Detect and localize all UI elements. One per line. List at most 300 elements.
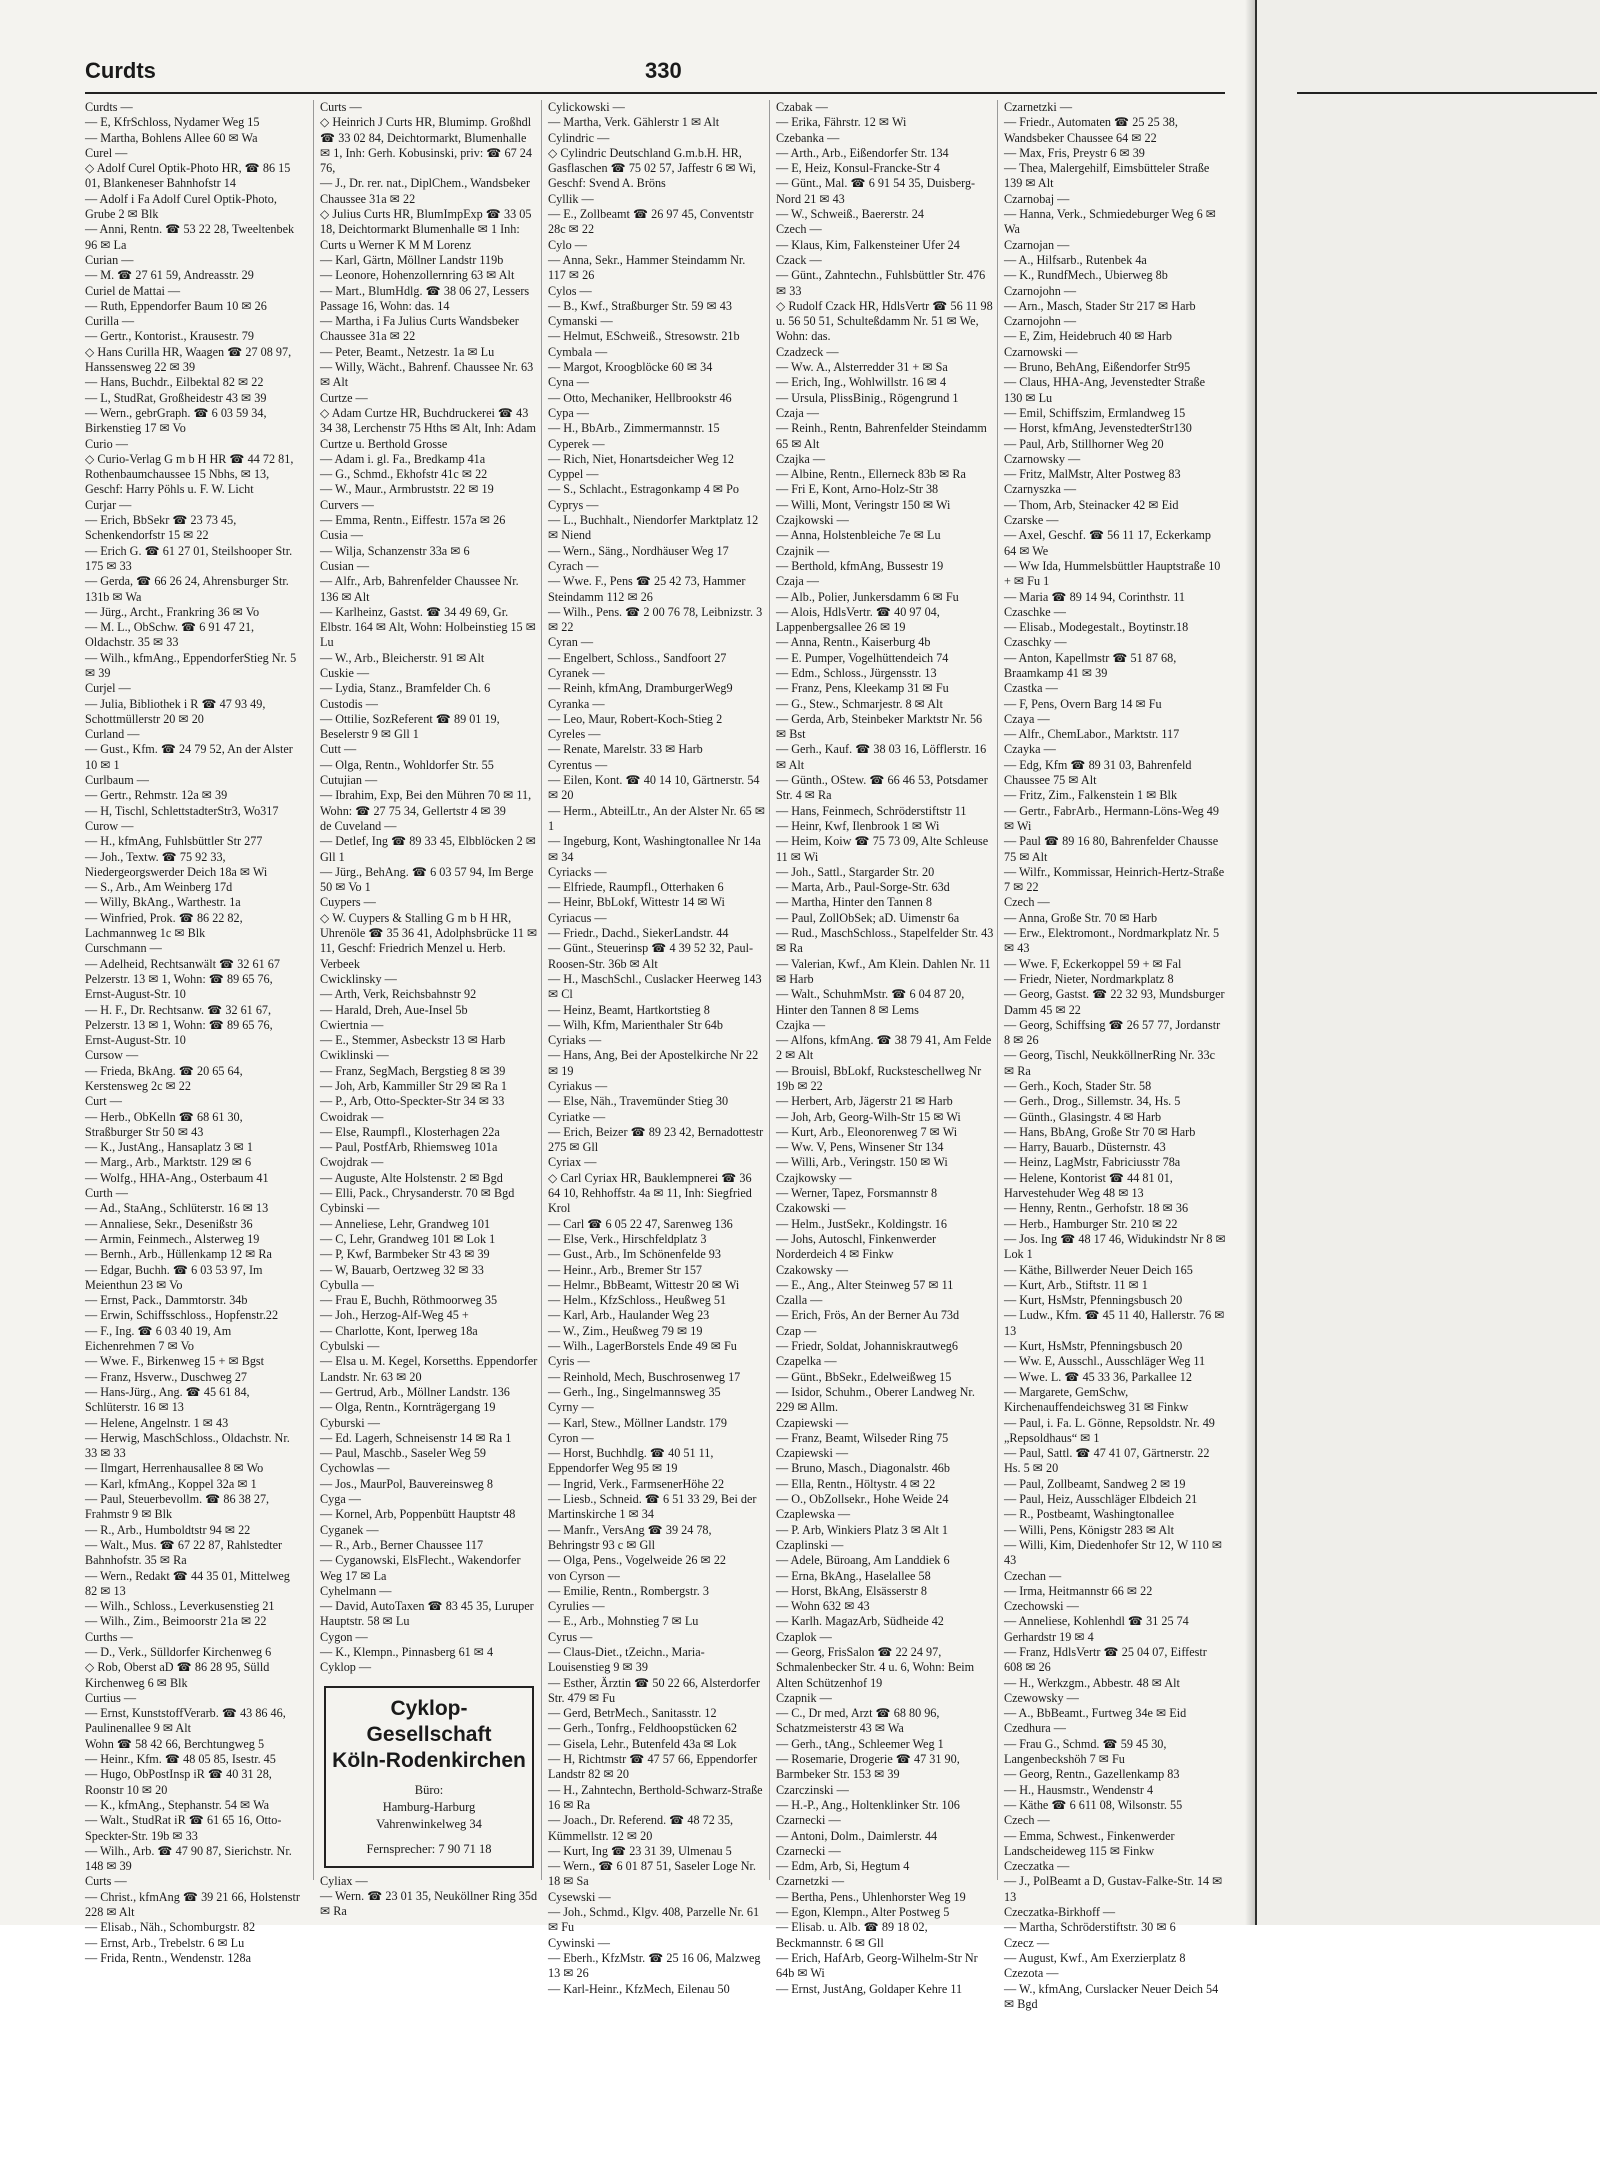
directory-entry: — Erna, BkAng., Haselallee 58	[776, 1568, 931, 1583]
directory-entry: — Karl, kfmAng., Koppel 32a ✉ 1	[85, 1476, 257, 1491]
directory-entry: — Ww. A., Alsterredder 31 + ✉ Sa	[776, 360, 948, 375]
surname-heading: Cwoidrak —	[320, 1109, 384, 1124]
directory-entry: — Ww. E, Ausschl., Ausschläger Weg 11	[1004, 1354, 1206, 1369]
directory-entry: — Walt., SchuhmMstr. ☎ 6 04 87 20, Hinter den Tannen 8 ✉ Lems	[776, 987, 965, 1017]
directory-entry: — Paul, Sattl. ☎ 47 41 07, Gärtnerstr. 22 Hs. 5 ✉ 20	[1004, 1446, 1210, 1476]
directory-entry: — Erich, HafArb, Georg-Wilhelm-Str Nr 64b ✉ Wi	[776, 1950, 978, 1981]
directory-entry: — Edm, Arb, Si, Hegtum 4	[776, 1859, 910, 1874]
directory-entry: — Alfr., ChemLabor., Marktstr. 117	[1004, 727, 1180, 742]
surname-heading: Cyriatke —	[548, 1109, 606, 1124]
directory-columns	[85, 100, 1226, 2011]
facing-page-rule	[1297, 92, 1597, 94]
surname-heading: Cyga —	[320, 1492, 361, 1507]
directory-entry: — Gerh., tAng., Schleemer Weg 1	[776, 1736, 944, 1751]
surname-heading: Czech —	[1004, 895, 1050, 910]
surname-heading: Cyriacks —	[548, 864, 607, 879]
column-1	[85, 100, 303, 1965]
ad-address-line-1: Hamburg-Harburg	[382, 1799, 476, 1814]
surname-heading: Cyllik —	[548, 191, 594, 206]
directory-entry: — Georg, FrisSalon ☎ 22 24 97, Schmalenbecker Str. 4 u. 6, Wohn: Beim Alten Schützenhof 19	[776, 1644, 975, 1690]
directory-entry: — Emma, Rentn., Eiffestr. 157a ✉ 26	[320, 513, 506, 528]
surname-heading: Czecz —	[1004, 1935, 1050, 1950]
surname-heading: Curjar —	[85, 497, 132, 512]
directory-entry: — Leo, Maur, Robert-Koch-Stieg 2	[548, 711, 723, 726]
directory-entry: — Harry, Bauarb., Düsternstr. 43	[1004, 1140, 1166, 1155]
surname-heading: Cylindric —	[548, 130, 610, 145]
directory-entry: — Erich, Frös, An der Berner Au 73d	[776, 1308, 960, 1323]
directory-entry: — Elisab., Modegestalt., Boytinstr.18	[1004, 620, 1189, 635]
directory-entry: — Gust., Kfm. ☎ 24 79 52, An der Alster 10 ✉ 1	[85, 742, 293, 772]
surname-heading: Curjel —	[85, 681, 131, 696]
directory-entry: — Friedr, Nieter, Nordmarkplatz 8	[1004, 971, 1174, 986]
directory-entry: — Egon, Klempn., Alter Postweg 5	[776, 1905, 950, 1920]
surname-heading: Czarnyszka —	[1004, 482, 1077, 497]
directory-entry: — Joach., Dr. Referend. ☎ 48 72 35, Kümmellstr. 12 ✉ 20	[548, 1813, 734, 1843]
surname-heading: Czaschky —	[1004, 635, 1067, 650]
directory-entry: — Joh., Schmd., Klgv. 408, Parzelle Nr. 61 ✉ Fu	[548, 1905, 760, 1935]
directory-entry: — Adolf i Fa Adolf Curel Optik-Photo, Grube 2 ✉ Blk	[85, 191, 277, 222]
directory-entry: — Arth., Arb., Eißendorfer Str. 134	[776, 145, 949, 160]
directory-entry: — Heinr., Kfm. ☎ 48 05 85, Isestr. 45	[85, 1752, 276, 1767]
directory-entry: — Friedr., Dachd., SiekerLandstr. 44	[548, 926, 729, 941]
surname-heading: Czarnojohn —	[1004, 283, 1077, 298]
directory-entry: — K., JustAng., Hansaplatz 3 ✉ 1	[85, 1140, 253, 1155]
directory-entry: — Günt., Mal. ☎ 6 91 54 35, Duisberg-Nord 21 ✉ 43	[776, 176, 976, 206]
directory-entry: — Jürg., BehAng. ☎ 6 03 57 94, Im Berge 50 ✉ Vo 1	[320, 864, 534, 895]
directory-entry: — Wilh, Kfm, Marienthaler Str 64b	[548, 1017, 723, 1032]
column-3	[541, 100, 766, 1996]
directory-entry: — E, Zim, Heidebruch 40 ✉ Harb	[1004, 329, 1172, 344]
directory-entry: — Helmut, ESchweiß., Stresowstr. 21b	[548, 329, 740, 344]
directory-entry: — Joh, Arb, Georg-Wilh-Str 15 ✉ Wi	[776, 1109, 961, 1124]
surname-heading: Czarnowski —	[1004, 344, 1078, 359]
directory-entry: — Elisab. u. Alb. ☎ 89 18 02, Beckmannstr. 6 ✉ Gll	[776, 1920, 928, 1950]
directory-entry: — H, Richtmstr ☎ 47 57 66, Eppendorfer Landstr 82 ✉ 20	[548, 1752, 758, 1782]
surname-heading: Czapelka —	[776, 1354, 837, 1369]
directory-entry: — Valerian, Kwf., Am Klein. Dahlen Nr. 11 ✉ Harb	[776, 956, 991, 986]
directory-entry: — E, KfrSchloss, Nydamer Weg 15	[85, 115, 260, 130]
directory-entry: — Frieda, BkAng. ☎ 20 65 64, Kerstensweg 2c ✉ 22	[85, 1063, 243, 1093]
directory-entry: — David, AutoTaxen ☎ 83 45 35, Luruper Hauptstr. 58 ✉ Lu	[320, 1599, 534, 1629]
directory-entry: — Horst, Buchhdlg. ☎ 40 51 11, Eppendorfer Weg 95 ✉ 19	[548, 1446, 714, 1476]
directory-entry: — Adele, Büroang, Am Landdiek 6	[776, 1553, 950, 1568]
directory-entry: — Wern., Redakt ☎ 44 35 01, Mittelweg 82 ✉ 13	[85, 1568, 290, 1598]
directory-entry: — Herwig, MaschSchloss., Oldachstr. Nr. 33 ✉ 33	[85, 1430, 290, 1461]
directory-entry: — Karlheinz, Gastst. ☎ 34 49 69, Gr. Elbstr. 164 ✉ Alt, Wohn: Holbeinstieg 15 ✉ Lu	[320, 604, 536, 650]
directory-entry: — Margot, Kroogblöcke 60 ✉ 34	[548, 360, 713, 375]
directory-entry: — Hans, Buchdr., Eilbektal 82 ✉ 22	[85, 375, 264, 390]
directory-entry: — Rud., MaschSchloss., Stapelfelder Str. 43 ✉ Ra	[776, 926, 994, 956]
surname-heading: Czechowski —	[1004, 1599, 1079, 1614]
surname-heading: Czech —	[1004, 1813, 1050, 1828]
directory-entry: — Willi, Mont, Veringstr 150 ✉ Wi	[776, 497, 951, 512]
directory-entry: — Kurt, Arb., Stiftstr. 11 ✉ 1	[1004, 1277, 1148, 1292]
surname-heading: Czapiewski —	[776, 1446, 849, 1461]
directory-entry: — L, StudRat, Großheidestr 43 ✉ 39	[85, 390, 267, 405]
directory-entry: — Ella, Rentn., Höltystr. 4 ✉ 22	[776, 1476, 936, 1491]
surname-heading: Czajkowski —	[776, 513, 849, 528]
directory-entry: — Wilja, Schanzenstr 33a ✉ 6	[320, 543, 470, 558]
directory-entry: — Wolfg., HHA-Ang., Osterbaum 41	[85, 1170, 269, 1185]
surname-heading: Cusia —	[320, 528, 363, 543]
directory-entry: — Herb., Hamburger Str. 210 ✉ 22	[1004, 1216, 1178, 1231]
directory-entry: — Irma, Heitmannstr 66 ✉ 22	[1004, 1583, 1153, 1598]
directory-entry: — Wilh., kfmAng., EppendorferStieg Nr. 5 ✉ 39	[85, 650, 297, 680]
directory-entry: — Bruno, Masch., Diagonalstr. 46b	[776, 1461, 950, 1476]
directory-entry: — Reinhold, Mech, Buschrosenweg 17	[548, 1369, 741, 1384]
surname-heading: Cyriacus —	[548, 910, 607, 925]
directory-entry: — G., Schmd., Ekhofstr 41c ✉ 22	[320, 467, 488, 482]
directory-entry: — D., Verk., Sülldorfer Kirchenweg 6	[85, 1644, 272, 1659]
directory-entry: — Paul, Heiz, Ausschläger Elbdeich 21	[1004, 1492, 1198, 1507]
directory-entry: — Jos., MaurPol, Bauvereinsweg 8	[320, 1476, 493, 1491]
directory-entry: — Wilh., Pens. ☎ 2 00 76 78, Leibnizstr. 3 ✉ 22	[548, 604, 763, 635]
directory-entry: — Anton, Kapellmstr ☎ 51 87 68, Braamkamp 41 ✉ 39	[1004, 650, 1177, 680]
ad-office-label: Büro:	[414, 1782, 444, 1797]
directory-entry: — Karl-Heinr., KfzMech, Eilenau 50	[548, 1981, 730, 1996]
ad-spacer	[332, 1774, 526, 1782]
surname-heading: Cutt —	[320, 742, 357, 757]
directory-entry: — L., Buchhalt., Niendorfer Marktplatz 12 ✉ Niend	[548, 513, 759, 543]
directory-entry: — Ingrid, Verk., FarmsenerHöhe 22	[548, 1476, 725, 1491]
directory-entry: — Wohn 632 ✉ 43	[776, 1599, 870, 1614]
directory-entry: — F, Pens, Overn Barg 14 ✉ Fu	[1004, 696, 1162, 711]
directory-entry: — Arth, Verk, Reichsbahnstr 92	[320, 987, 477, 1002]
surname-heading: Curtius —	[85, 1690, 137, 1705]
column-2	[313, 100, 538, 1919]
directory-entry: — M. L., ObSchw. ☎ 6 91 47 21, Oldachstr. 35 ✉ 33	[85, 620, 255, 650]
surname-heading: Czarnetzki —	[1004, 100, 1073, 114]
directory-entry: — Fritz, Zim., Falkenstein 1 ✉ Blk	[1004, 788, 1178, 803]
directory-entry: — Heinz, LagMstr, Fabriciusstr 78a	[1004, 1155, 1181, 1170]
surname-heading: Czayka —	[1004, 742, 1056, 757]
directory-entry: — Elisab., Näh., Schomburgstr. 82	[85, 1920, 256, 1935]
directory-entry: — Kurt, Arb., Eleonorenweg 7 ✉ Wi	[776, 1124, 958, 1139]
directory-entry: — Rosemarie, Drogerie ☎ 47 31 90, Barmbeker Str. 153 ✉ 39	[776, 1752, 960, 1782]
directory-entry: — Gertr., FabrArb., Hermann-Löns-Weg 49 ✉ Wi	[1004, 803, 1219, 833]
surname-heading: Cyron —	[548, 1430, 594, 1445]
surname-heading: Czapnik —	[776, 1690, 832, 1705]
directory-entry: — K., Klempn., Pinnasberg 61 ✉ 4	[320, 1644, 494, 1659]
surname-heading: Cyreles —	[548, 727, 601, 742]
directory-entry: — Ad., StaAng., Schlüterstr. 16 ✉ 13	[85, 1201, 269, 1216]
directory-entry: — Martha, Hinter den Tannen 8	[776, 895, 932, 910]
surname-heading: Curow —	[85, 818, 134, 833]
directory-entry: — Anneliese, Kohlenhdl ☎ 31 25 74 Gerhardstr 19 ✉ 4	[1004, 1614, 1189, 1644]
directory-entry: — P, Kwf, Barmbeker Str 43 ✉ 39	[320, 1247, 490, 1262]
directory-entry: — R., Postbeamt, Washingtonallee	[1004, 1507, 1175, 1522]
directory-entry: ◇ Rudolf Czack HR, HdlsVertr ☎ 56 11 98 u. 56 50 51, Schulteßdamm Nr. 51 ✉ We, Wohn: das.	[776, 298, 993, 344]
directory-entry: — Ottilie, SozReferent ☎ 89 01 19, Beselerstr 9 ✉ Gll 1	[320, 711, 500, 742]
surname-heading: Cyrus —	[548, 1629, 593, 1644]
directory-entry: — Helm., KfzSchloss., Heußweg 51	[548, 1293, 727, 1308]
surname-heading: Curiel de Mattai —	[85, 283, 181, 298]
surname-heading: Czebanka —	[776, 130, 840, 145]
surname-heading: Czarnojan —	[1004, 237, 1070, 252]
directory-entry: — Emil, Schiffszim, Ermlandweg 15	[1004, 405, 1186, 420]
directory-entry: — Herm., AbteilLtr., An der Alster Nr. 65 ✉ 1	[548, 803, 766, 833]
directory-entry: — Helene, Angelnstr. 1 ✉ 43	[85, 1415, 229, 1430]
directory-entry: — Helene, Kontorist ☎ 44 81 01, Harvestehuder Weg 48 ✉ 13	[1004, 1170, 1173, 1201]
directory-entry: — Wern. ☎ 23 01 35, Neuköllner Ring 35d ✉ Ra	[320, 1888, 538, 1919]
surname-heading: Czakowski —	[776, 1201, 846, 1216]
directory-entry: — Friedr, Soldat, Johanniskrautweg6	[776, 1339, 958, 1354]
directory-entry: — Henny, Rentn., Gerhofstr. 18 ✉ 36	[1004, 1201, 1189, 1216]
directory-entry: — Herbert, Arb, Jägerstr 21 ✉ Harb	[776, 1094, 953, 1109]
directory-entry: — Wern., ☎ 6 01 87 51, Saseler Loge Nr. 18 ✉ Sa	[548, 1859, 756, 1889]
directory-entry: — W., Schweiß., Baererstr. 24	[776, 207, 924, 222]
directory-entry: — Hans-Jürg., Ang. ☎ 45 61 84, Schlüterstr. 16 ✉ 13	[85, 1384, 250, 1415]
directory-entry: ◇ Cylindric Deutschland G.m.b.H. HR, Gasflaschen ☎ 75 02 57, Jaffestr 6 ✉ Wi, Geschf: Svend A. Bröns	[548, 145, 756, 191]
directory-entry: — H., Hausmstr., Wendenstr 4	[1004, 1782, 1154, 1797]
directory-entry: — Brouisl, BbLokf, Rucksteschellweg Nr 19b ✉ 22	[776, 1063, 982, 1093]
directory-entry: — Edgar, Buchh. ☎ 6 03 53 97, Im Meienthun 23 ✉ Vo	[85, 1262, 263, 1292]
directory-entry: — Paul, ZollObSek; aD. Uimenstr 6a	[776, 910, 960, 925]
directory-entry: — Wwe. L. ☎ 45 33 36, Parkallee 12	[1004, 1369, 1192, 1384]
directory-entry: — Erika, Fährstr. 12 ✉ Wi	[776, 115, 907, 130]
directory-entry: — O., ObZollsekr., Hohe Weide 24	[776, 1492, 949, 1507]
surname-heading: Curilla —	[85, 314, 135, 329]
directory-entry: Wohn ☎ 58 42 66, Berchtungweg 5	[85, 1736, 265, 1751]
directory-entry: — Alb., Polier, Junkersdamm 6 ✉ Fu	[776, 589, 959, 604]
surname-heading: Czarczinski —	[776, 1782, 849, 1797]
directory-entry: — H., kfmAng, Fuhlsbüttler Str 277	[85, 834, 263, 849]
directory-entry: — R., Arb., Berner Chaussee 117	[320, 1537, 484, 1552]
directory-entry: — Alois, HdlsVertr. ☎ 40 97 04, Lappenbergsallee 26 ✉ 19	[776, 604, 940, 635]
directory-entry: — Axel, Geschf. ☎ 56 11 17, Eckerkamp 64 ✉ We	[1004, 528, 1211, 558]
directory-entry: — Elli, Pack., Chrysanderstr. 70 ✉ Bgd	[320, 1186, 515, 1201]
directory-entry: — S., Arb., Am Weinberg 17d	[85, 880, 233, 895]
surname-heading: Czajnik —	[776, 543, 830, 558]
surname-heading: Cywinski —	[548, 1935, 610, 1950]
surname-heading: Curschmann —	[85, 941, 162, 956]
directory-entry: — P., Arb, Otto-Speckter-Str 34 ✉ 33	[320, 1094, 505, 1109]
ad-title-line-1: Cyklop-Gesellschaft	[366, 1696, 492, 1746]
directory-entry: — Helmr., BbBeamt, Wittestr 20 ✉ Wi	[548, 1277, 740, 1292]
directory-entry: — Walt., StudRat iR ☎ 61 65 16, Otto-Speckter-Str. 19b ✉ 33	[85, 1813, 282, 1843]
directory-entry: — Alfr., Arb, Bahrenfelder Chaussee Nr. 136 ✉ Alt	[320, 574, 519, 604]
directory-entry: — J., Dr. rer. nat., DiplChem., Wandsbeker Chaussee 31a ✉ 22	[320, 176, 531, 206]
directory-entry: — Gerh., Ing., Singelmannsweg 35	[548, 1384, 721, 1399]
directory-entry: — A., BbBeamt., Furtweg 34e ✉ Eid	[1004, 1706, 1187, 1721]
directory-entry: — Eilen, Kont. ☎ 40 14 10, Gärtnerstr. 54 ✉ 20	[548, 773, 760, 803]
surname-heading: Cyriaks —	[548, 1033, 602, 1048]
surname-heading: Czaplinski —	[776, 1537, 844, 1552]
directory-entry: — Paul, i. Fa. L. Gönne, Repsoldstr. Nr. 49 „Repsoldhaus“ ✉ 1	[1004, 1415, 1215, 1445]
directory-entry: — Frau E, Buchh, Röthmoorweg 35	[320, 1293, 498, 1308]
directory-entry: — Heinr, Kwf, Ilenbrook 1 ✉ Wi	[776, 818, 940, 833]
surname-heading: Curtze —	[320, 390, 368, 405]
directory-entry: — Gisela, Lehr., Butenfeld 43a ✉ Lok	[548, 1736, 737, 1751]
directory-entry: — Gertr., Rehmstr. 12a ✉ 39	[85, 788, 228, 803]
directory-entry: — Kornel, Arb, Poppenbütt Hauptstr 48	[320, 1507, 516, 1522]
surname-heading: Cusian —	[320, 558, 370, 573]
directory-entry: — Günth., OStew. ☎ 66 46 53, Potsdamer Str. 4 ✉ Ra	[776, 773, 988, 803]
directory-entry: — Erich, Ing., Wohlwillstr. 16 ✉ 4	[776, 375, 947, 390]
surname-heading: Czarske —	[1004, 513, 1059, 528]
directory-entry: — Elfriede, Raumpfl., Otterhaken 6	[548, 880, 724, 895]
directory-entry: — Erich, BbSekr ☎ 23 73 45, Schenkendorfstr 15 ✉ 22	[85, 513, 237, 543]
surname-heading: Cyris —	[548, 1354, 590, 1369]
directory-entry: — Gust., Arb., Im Schönenfelde 93	[548, 1247, 721, 1262]
directory-entry: — Martha, Schröderstiftstr. 30 ✉ 6	[1004, 1920, 1176, 1935]
directory-entry: — W., Maur., Armbruststr. 22 ✉ 19	[320, 482, 494, 497]
surname-heading: Czaja —	[776, 405, 819, 420]
directory-entry: — Reinh., Rentn, Bahrenfelder Steindamm 65 ✉ Alt	[776, 421, 987, 451]
directory-entry: — Harald, Dreh, Aue-Insel 5b	[320, 1002, 468, 1017]
surname-heading: Cyrny —	[548, 1400, 594, 1415]
directory-entry: — Olga, Pens., Vogelweide 26 ✉ 22	[548, 1553, 727, 1568]
directory-entry: — Gerd, BetrMech., Sanitasstr. 12	[548, 1706, 717, 1721]
surname-heading: Czarnobaj —	[1004, 191, 1070, 206]
surname-heading: Curvers —	[320, 497, 374, 512]
directory-entry: — Friedr., Automaten ☎ 25 25 38, Wandsbeker Chaussee 64 ✉ 22	[1004, 115, 1178, 145]
directory-entry: — Antoni, Dolm., Daimlerstr. 44	[776, 1828, 938, 1843]
directory-entry: — Ibrahim, Exp, Bei den Mühren 70 ✉ 11, Wohn: ☎ 27 75 34, Gellertstr 4 ✉ 39	[320, 788, 532, 818]
directory-entry: — M. ☎ 27 61 59, Andreasstr. 29	[85, 268, 254, 283]
surname-heading: Custodis —	[320, 696, 378, 711]
directory-entry: ◇ W. Cuypers & Stalling G m b H HR, Uhrenöle ☎ 35 36 41, Adolphsbrücke 11 ✉ 11, Geschf: Friedrich Menzel u. Herb. Verbeek	[320, 910, 538, 971]
page-number: 330	[645, 58, 682, 83]
directory-entry: — Esther, Ärztin ☎ 50 22 66, Alsterdorfer Str. 479 ✉ Fu	[548, 1675, 761, 1705]
surname-heading: Czapiewski —	[776, 1415, 849, 1430]
surname-heading: Cylickowski —	[548, 100, 625, 114]
directory-entry: — W., Arb., Bleicherstr. 91 ✉ Alt	[320, 650, 485, 665]
surname-heading: Czarnetzki —	[776, 1874, 845, 1889]
directory-entry: — Walt., Mus. ☎ 67 22 87, Rahlstedter Bahnhofstr. 35 ✉ Ra	[85, 1537, 283, 1568]
directory-entry: — Gerda, Arb, Steinbeker Marktstr Nr. 56 ✉ Bst	[776, 711, 983, 742]
surname-heading: Czarnojohn —	[1004, 314, 1077, 329]
directory-entry: — Ursula, PlissBinig., Rögengrund 1	[776, 390, 959, 405]
header-rule	[85, 92, 1225, 94]
surname-heading: Czajkowsky —	[776, 1170, 852, 1185]
surname-heading: Czap —	[776, 1323, 817, 1338]
surname-heading: Curland —	[85, 727, 140, 742]
directory-entry: — Karl, Gärtn, Möllner Landstr 119b	[320, 252, 504, 267]
directory-entry: — Paul, Maschb., Saseler Weg 59	[320, 1446, 487, 1461]
directory-entry: — B., Kwf., Straßburger Str. 59 ✉ 43	[548, 298, 732, 313]
ad-phone: Fernsprecher: 7 90 71 18	[366, 1841, 492, 1856]
directory-entry: — Jürg., Archt., Frankring 36 ✉ Vo	[85, 604, 260, 619]
directory-entry: — Karl, Arb., Haulander Weg 23	[548, 1308, 710, 1323]
directory-entry: — Mart., BlumHdlg. ☎ 38 06 27, Lessers Passage 16, Wohn: das. 14	[320, 283, 530, 313]
directory-entry: — Adam i. gl. Fa., Bredkamp 41a	[320, 451, 486, 466]
column-2-lines	[320, 100, 538, 1676]
directory-entry: — Joh., Textw. ☎ 75 92 33, Niedergeorgswerder Deich 18a ✉ Wi	[85, 849, 268, 879]
surname-heading: Czaplok —	[776, 1629, 832, 1644]
directory-entry: — Claus-Diet., tZeichn., Maria-Louisenstieg 9 ✉ 39	[548, 1644, 705, 1675]
surname-heading: Czakowsky —	[776, 1262, 849, 1277]
directory-entry: — Eberh., KfzMstr. ☎ 25 16 06, Malzweg 13 ✉ 26	[548, 1950, 761, 1981]
surname-heading: Czeczatka-Birkhoff —	[1004, 1905, 1116, 1920]
directory-entry: ◇ Rob, Oberst aD ☎ 86 28 95, Sülld Kirchenweg 6 ✉ Blk	[85, 1660, 270, 1690]
directory-entry: — Hans, Ang, Bei der Apostelkirche Nr 22 ✉ 19	[548, 1048, 759, 1078]
directory-entry: — Wilh., Zim., Beimoorstr 21a ✉ 22	[85, 1614, 267, 1629]
directory-entry: — H., Werkzgm., Abbestr. 48 ✉ Alt	[1004, 1675, 1180, 1690]
directory-entry: — Engelbert, Schloss., Sandfoort 27	[548, 650, 727, 665]
directory-entry: — Wilh., Schloss., Leverkusenstieg 21	[85, 1599, 275, 1614]
directory-entry: — Hans, Feinmech, Schröderstiftstr 11	[776, 803, 967, 818]
directory-entry: — Berthold, kfmAng, Bussestr 19	[776, 558, 944, 573]
surname-heading: Cwiertnia —	[320, 1017, 384, 1032]
directory-entry: — F., Ing. ☎ 6 03 40 19, Am Eichenrehmen 7 ✉ Vo	[85, 1323, 232, 1354]
directory-entry: — Wwe. F., Birkenweg 15 + ✉ Bgst	[85, 1354, 265, 1369]
surname-heading: Cyna —	[548, 375, 589, 390]
surname-heading: Czarnecki —	[776, 1813, 841, 1828]
directory-entry: — Claus, HHA-Ang, Jevenstedter Straße 130 ✉ Lu	[1004, 375, 1206, 405]
directory-entry: — G., Stew., Schmarjestr. 8 ✉ Alt	[776, 696, 943, 711]
directory-entry: — Günt., BbSekr., Edelweißweg 15	[776, 1369, 952, 1384]
directory-entry: — Günth., Glasingstr. 4 ✉ Harb	[1004, 1109, 1162, 1124]
surname-heading: Curio —	[85, 436, 128, 451]
directory-entry: — Leonore, Hohenzollernring 63 ✉ Alt	[320, 268, 515, 283]
directory-entry: — Paul, Steuerbevollm. ☎ 86 38 27, Frahmstr 9 ✉ Blk	[85, 1492, 270, 1522]
surname-heading: Cwojdrak —	[320, 1155, 384, 1170]
directory-entry: ◇ Curio-Verlag G m b H HR ☎ 44 72 81, Rothenbaumchaussee 15 Nbhs, ✉ 13, Geschf: Harry Pöhls u. F. W. Licht	[85, 451, 294, 497]
surname-heading: Curt —	[85, 1094, 122, 1109]
directory-entry: — Paul, Zollbeamt, Sandweg 2 ✉ 19	[1004, 1476, 1186, 1491]
surname-heading: Czajka —	[776, 451, 826, 466]
directory-entry: — Wwe. F, Eckerkoppel 59 + ✉ Fal	[1004, 956, 1182, 971]
directory-entry: — Detlef, Ing ☎ 89 33 45, Elbblöcken 2 ✉ Gll 1	[320, 834, 536, 864]
surname-heading: Curts —	[320, 100, 362, 114]
directory-entry: — Julia, Bibliothek i R ☎ 47 93 49, Schottmüllerstr 20 ✉ 20	[85, 696, 266, 726]
directory-entry: — Martha, Verk. Gählerstr 1 ✉ Alt	[548, 115, 720, 130]
directory-entry: — Max, Fris, Preystr 6 ✉ 39	[1004, 145, 1145, 160]
surname-heading: Cyppel —	[548, 467, 599, 482]
directory-entry: — Olga, Rentn., Kornträgergang 19	[320, 1400, 496, 1415]
directory-entry: — Ernst, Arb., Trebelstr. 6 ✉ Lu	[85, 1935, 245, 1950]
directory-entry: ◇ Hans Curilla HR, Waagen ☎ 27 08 97, Hanssensweg 22 ✉ 39	[85, 344, 292, 375]
directory-entry: — Willi, Kim, Diedenhofer Str 12, W 110 ✉ 43	[1004, 1537, 1223, 1568]
directory-entry: — E., Stemmer, Asbeckstr 13 ✉ Harb	[320, 1033, 506, 1048]
directory-entry: — Willi, Arb., Veringstr. 150 ✉ Wi	[776, 1155, 948, 1170]
surname-heading: de Cuveland —	[320, 818, 397, 833]
directory-entry: — Georg, Rentn., Gazellenkamp 83	[1004, 1767, 1180, 1782]
directory-entry: — Gerh., Tonfrg., Feldhoopstücken 62	[548, 1721, 737, 1736]
directory-entry: — Anna, Große Str. 70 ✉ Harb	[1004, 910, 1158, 925]
directory-entry: — Edm., Schloss., Jürgensstr. 13	[776, 665, 937, 680]
directory-entry: — E. Pumper, Vogelhüttendeich 74	[776, 650, 949, 665]
directory-entry: — Horst, kfmAng, JevenstedterStr130	[1004, 421, 1192, 436]
directory-entry: — Marg., Arb., Marktstr. 129 ✉ 6	[85, 1155, 252, 1170]
directory-entry: — Heinr., Arb., Bremer Str 157	[548, 1262, 703, 1277]
surname-heading: Curts —	[85, 1874, 127, 1889]
column-5	[997, 100, 1226, 2011]
directory-entry: — Paul, PostfArb, Rhiemsweg 101a	[320, 1140, 498, 1155]
directory-entry: — R., Arb., Humboldtstr 94 ✉ 22	[85, 1522, 251, 1537]
directory-entry: — A., Hilfsarb., Rutenbek 4a	[1004, 252, 1147, 267]
surname-heading: Czech —	[776, 222, 822, 237]
surname-heading: Cuypers —	[320, 895, 376, 910]
directory-entry: — Franz, Beamt, Wilseder Ring 75	[776, 1430, 949, 1445]
surname-heading: Cygon —	[320, 1629, 368, 1644]
surname-heading: Cwiklinski —	[320, 1048, 389, 1063]
directory-entry: — P. Arb, Winkiers Platz 3 ✉ Alt 1	[776, 1522, 948, 1537]
surname-heading: Curth —	[85, 1186, 128, 1201]
directory-entry: — Ludw., Kfm. ☎ 45 11 40, Hallerstr. 76 ✉ 13	[1004, 1308, 1225, 1338]
surname-heading: von Cyrson —	[548, 1568, 620, 1583]
surname-heading: Cyliax —	[320, 1873, 368, 1888]
directory-entry: — Manfr., VersAng ☎ 39 24 78, Behringstr 93 c ✉ Gll	[548, 1522, 712, 1552]
directory-entry: — Frida, Rentn., Wendenstr. 128a	[85, 1950, 252, 1965]
surname-heading: Czeczatka —	[1004, 1859, 1070, 1874]
directory-entry: ◇ Adolf Curel Optik-Photo HR, ☎ 86 15 01, Blankeneser Bahnhofstr 14	[85, 161, 291, 191]
surname-heading: Cutujian —	[320, 773, 378, 788]
surname-heading: Curian —	[85, 252, 134, 267]
surname-heading: Czastka —	[1004, 681, 1058, 696]
directory-entry: — Frau G., Schmd. ☎ 59 45 30, Langenbeckshöh 7 ✉ Fu	[1004, 1736, 1167, 1767]
